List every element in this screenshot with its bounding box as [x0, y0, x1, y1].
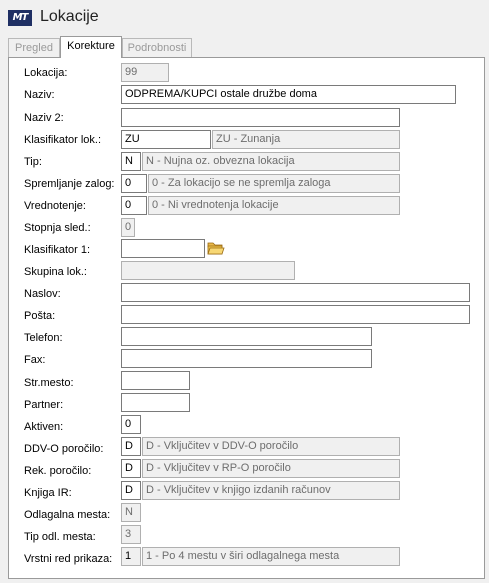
odlagalna-mesta-field: N [121, 503, 141, 522]
ddv-o-desc: D - Vključitev v DDV-O poročilo [142, 437, 400, 456]
stopnja-sled-label: Stopnja sled.: [24, 222, 91, 234]
klasifikator-lok-input[interactable]: ZU [121, 130, 211, 149]
knjiga-ir-input[interactable]: D [121, 481, 141, 500]
aktiven-label: Aktiven: [24, 421, 64, 433]
naziv-label: Naziv: [24, 89, 55, 101]
lokacija-label: Lokacija: [24, 67, 68, 79]
lokacija-field: 99 [121, 63, 169, 82]
klasifikator-lok-label: Klasifikator lok.: [24, 134, 102, 146]
partner-label: Partner: [24, 399, 64, 411]
vrstni-red-desc: 1 - Po 4 mestu v širi odlagalnega mesta [142, 547, 400, 566]
spremljanje-zalog-label: Spremljanje zalog: [24, 178, 115, 190]
odlagalna-mesta-label: Odlagalna mesta: [24, 509, 111, 521]
skupina-lok-field [121, 261, 295, 280]
fax-input[interactable] [121, 349, 372, 368]
knjiga-ir-desc: D - Vključitev v knjigo izdanih računov [142, 481, 400, 500]
spremljanje-zalog-input[interactable]: 0 [121, 174, 147, 193]
rek-porocilo-desc: D - Vključitev v RP-O poročilo [142, 459, 400, 478]
str-mesto-label: Str.mesto: [24, 377, 74, 389]
naslov-label: Naslov: [24, 288, 61, 300]
partner-input[interactable] [121, 393, 190, 412]
telefon-label: Telefon: [24, 332, 63, 344]
naziv2-input[interactable] [121, 108, 400, 127]
app-logo-icon: MT [8, 10, 32, 26]
knjiga-ir-label: Knjiga IR: [24, 487, 72, 499]
window-title: Lokacije [40, 8, 99, 25]
str-mesto-input[interactable] [121, 371, 190, 390]
aktiven-input[interactable]: 0 [121, 415, 141, 434]
posta-input[interactable] [121, 305, 470, 324]
tip-label: Tip: [24, 156, 42, 168]
rek-porocilo-label: Rek. poročilo: [24, 465, 92, 477]
spremljanje-zalog-desc: 0 - Za lokacijo se ne spremlja zaloga [148, 174, 400, 193]
tip-input[interactable]: N [121, 152, 141, 171]
tab-korekture[interactable]: Korekture [60, 36, 122, 58]
naslov-input[interactable] [121, 283, 470, 302]
klasifikator1-label: Klasifikator 1: [24, 244, 91, 256]
tab-pregled[interactable]: Pregled [8, 38, 60, 57]
rek-porocilo-input[interactable]: D [121, 459, 141, 478]
ddv-o-label: DDV-O poročilo: [24, 443, 104, 455]
tip-desc: N - Nujna oz. obvezna lokacija [142, 152, 400, 171]
klasifikator-lok-desc: ZU - Zunanja [212, 130, 400, 149]
vrstni-red-label: Vrstni red prikaza: [24, 553, 113, 565]
skupina-lok-label: Skupina lok.: [24, 266, 87, 278]
naziv2-label: Naziv 2: [24, 112, 64, 124]
klasifikator1-input[interactable] [121, 239, 205, 258]
tip-odl-mesta-label: Tip odl. mesta: [24, 531, 96, 543]
tip-odl-mesta-field: 3 [121, 525, 141, 544]
folder-open-icon[interactable] [207, 240, 225, 256]
tab-podrobnosti[interactable]: Podrobnosti [122, 38, 192, 57]
naziv-input[interactable]: ODPREMA/KUPCI ostale družbe doma [121, 85, 456, 104]
telefon-input[interactable] [121, 327, 372, 346]
vrednotenje-label: Vrednotenje: [24, 200, 86, 212]
stopnja-sled-field: 0 [121, 218, 135, 237]
vrednotenje-desc: 0 - Ni vrednotenja lokacije [148, 196, 400, 215]
ddv-o-input[interactable]: D [121, 437, 141, 456]
fax-label: Fax: [24, 354, 46, 366]
posta-label: Pošta: [24, 310, 56, 322]
vrstni-red-code: 1 [121, 547, 141, 566]
title-bar [0, 0, 489, 36]
vrednotenje-input[interactable]: 0 [121, 196, 147, 215]
